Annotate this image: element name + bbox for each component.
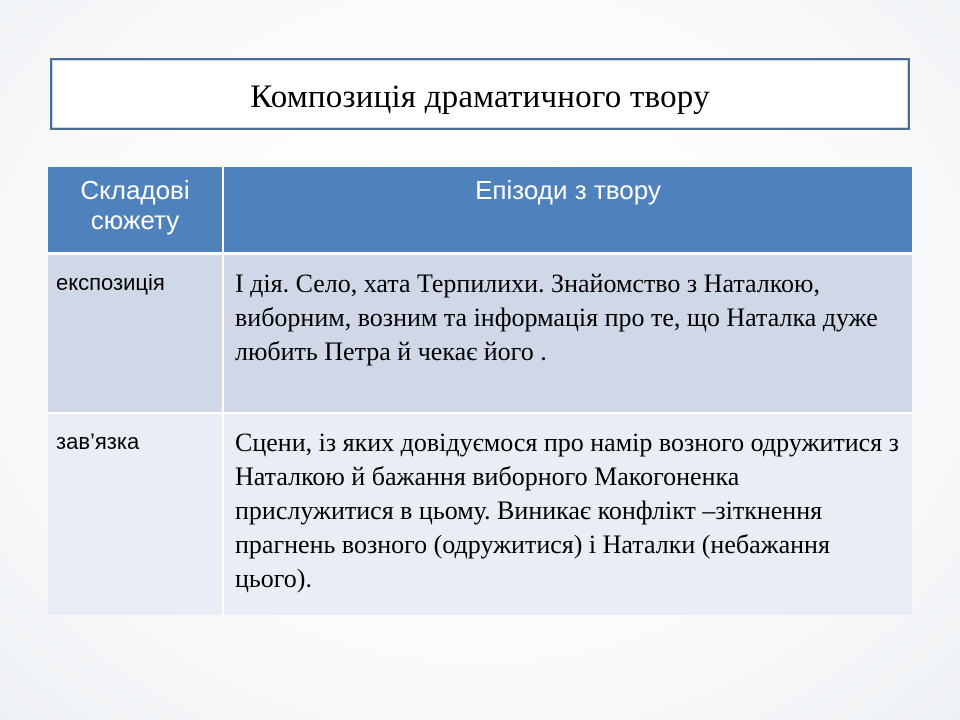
plot-composition-table bbox=[48, 167, 912, 615]
table-row-tie bbox=[48, 413, 912, 615]
episode-exposition: І дія. Село, хата Терпилихи. Знайомство з Наталкою, виборним, возним та інформація про те, що Наталка дуже любить Петра й чекає його . bbox=[223, 253, 912, 413]
table-header-row bbox=[48, 167, 912, 253]
term-exposition: експозиція bbox=[48, 253, 223, 413]
table-row-exposition bbox=[48, 253, 912, 413]
header-episodes: Епізоди з твору bbox=[223, 167, 912, 253]
header-plot-elements: Складові сюжету bbox=[48, 167, 223, 253]
episode-tie: Сцени, із яких довідуємося про намір возного одружитися з Наталкою й бажання виборного Макогоненка прислужитися в цьому. Виникає конфлікт –зіткнення прагнень возного (одружитися) і Наталки (небажання цього). bbox=[223, 413, 912, 615]
term-tie: зав’язка bbox=[48, 413, 223, 615]
slide-title: Композиція драматичного твору bbox=[250, 78, 710, 115]
slide-title-box bbox=[50, 58, 910, 130]
